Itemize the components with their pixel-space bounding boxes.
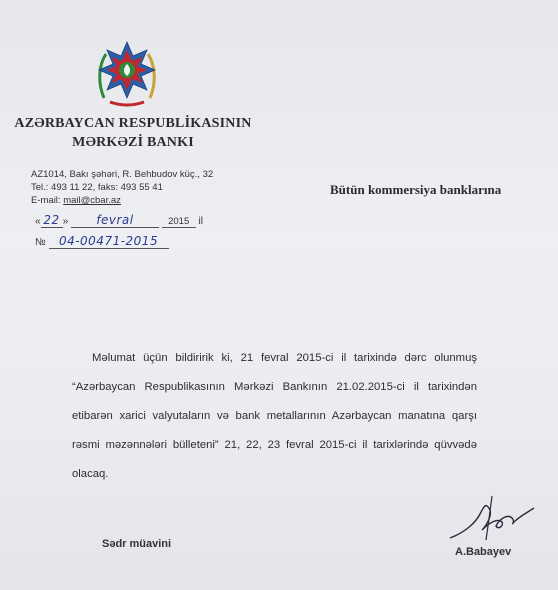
date-field bbox=[35, 213, 203, 228]
date-suffix: il bbox=[198, 216, 203, 227]
date-close-quote: » bbox=[62, 216, 69, 227]
address-block bbox=[31, 168, 261, 207]
email-link[interactable]: mail@cbar.az bbox=[63, 195, 121, 206]
email-row bbox=[31, 194, 261, 207]
state-emblem-icon bbox=[96, 36, 158, 110]
signature-icon bbox=[446, 492, 536, 544]
signatory-name: A.Babayev bbox=[455, 546, 512, 558]
date-day: 22 bbox=[41, 213, 63, 228]
date-month: fevral bbox=[71, 213, 159, 228]
document-number-field bbox=[35, 234, 169, 249]
letter-body bbox=[72, 344, 477, 489]
date-year: 2015 bbox=[162, 216, 196, 228]
bank-name-line2: MƏRKƏZİ BANKI bbox=[72, 135, 194, 150]
date-open-quote: « bbox=[35, 216, 41, 227]
position-title: Sədr müavini bbox=[102, 538, 172, 550]
number-sign: № bbox=[35, 237, 46, 248]
document-number: 04-00471-2015 bbox=[49, 234, 169, 249]
email-label: E-mail: bbox=[31, 195, 64, 206]
phone-fax: Tel.: 493 11 22, faks: 493 55 41 bbox=[31, 182, 163, 193]
bank-name bbox=[8, 114, 258, 152]
body-paragraph: Məlumat üçün bildiririk ki, 21 fevral 2015-ci il tarixində dərc olunmuş “Azərbaycan Respublikasının Mərkəzi Bankının 21.02.2015-ci il tarixindən etibarən xarici valyutaların və bank metallarının Azərbaycan manatına qarşı rəsmi məzənnələri bülleteni” 21, 22, 23 fevral 2015-ci il tarixlərində qüvvədə olacaq. bbox=[72, 352, 477, 480]
bank-name-line1: AZƏRBAYCAN RESPUBLİKASININ bbox=[14, 116, 252, 131]
street-address: AZ1014, Bakı şəhəri, R. Behbudov küç., 32 bbox=[31, 169, 214, 180]
recipient: Bütün kommersiya banklarına bbox=[330, 182, 502, 197]
